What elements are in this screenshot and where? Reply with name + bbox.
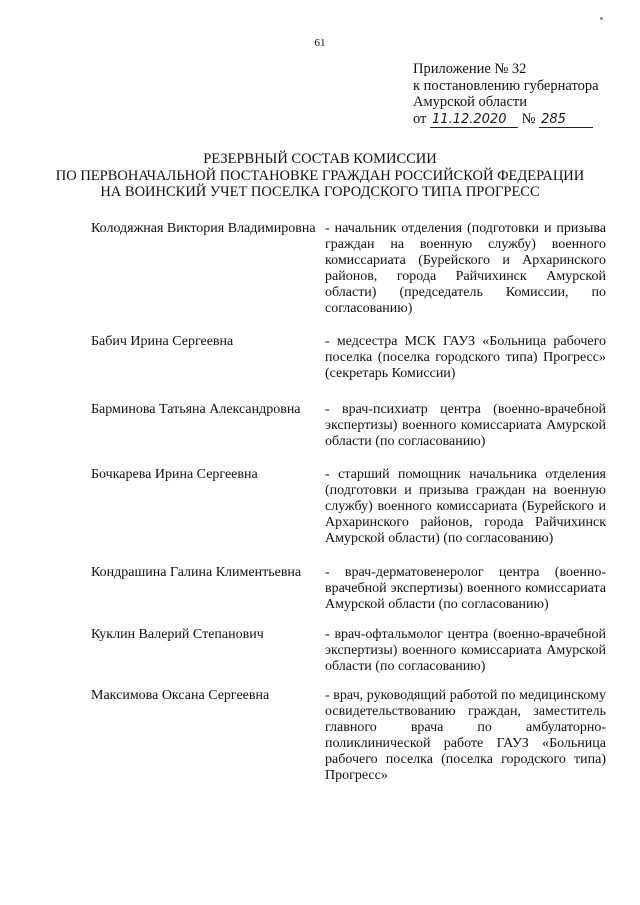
appendix-reference: к постановлению губернатора [413, 77, 599, 94]
scan-dot [600, 17, 603, 20]
member-name: Кондрашина Галина Климентьевна [91, 565, 302, 580]
handwritten-number: 285 [539, 113, 593, 128]
member-name: Бабич Ирина Сергеевна [91, 334, 234, 349]
member-role: - врач-психиатр центра (военно-врачебной экспертизы) военного комиссариата Амурской области (по согласованию) [325, 402, 606, 449]
member-name: Бочкарева Ирина Сергеевна [91, 467, 258, 482]
document-title [40, 151, 600, 201]
appendix-region: Амурской области [413, 94, 527, 110]
member-role: - медсестра МСК ГАУЗ «Больница рабочего поселка (поселка городского типа) Прогресс» (секретарь Комиссии) [325, 334, 606, 381]
member-name: Барминова Татьяна Александровна [91, 402, 301, 417]
member-name: Максимова Оксана Сергеевна [91, 688, 270, 703]
appendix-date-line [413, 111, 599, 128]
title-line-2: ПО ПЕРВОНАЧАЛЬНОЙ ПОСТАНОВКЕ ГРАЖДАН РОССИЙСКОЙ ФЕДЕРАЦИИ [55, 167, 585, 184]
number-prefix: № [521, 110, 536, 127]
member-role: - врач-дерматовенеролог центра (военно-врачебной экспертизы) военного комиссариата Амурской области (по согласованию) [325, 565, 606, 612]
member-role: - начальник отделения (подготовки и призыва граждан на военную службу) военного комиссариата (Бурейского и Архаринского районов, города Райчихинск Амурской области) (председатель Комиссии, по согласованию) [325, 221, 606, 316]
member-name: Колодяжная Виктория Владимировна [91, 221, 316, 236]
title-line-3: НА ВОИНСКИЙ УЧЕТ ПОСЕЛКА ГОРОДСКОГО ТИПА ПРОГРЕСС [100, 184, 540, 200]
member-role: - старший помощник начальника отделения (подготовки и призыва граждан на военную службу) военного комиссариата (Бурейского и Архаринского районов, города Райчихинск Амурской области) (по согласованию) [325, 467, 606, 546]
title-line-1: РЕЗЕРВНЫЙ СОСТАВ КОМИССИИ [203, 151, 437, 167]
appendix-title: Приложение № 32 [413, 61, 527, 77]
member-role: - врач-офтальмолог центра (военно-врачебной экспертизы) военного комиссариата Амурской области (по согласованию) [325, 627, 606, 674]
appendix-block [413, 61, 599, 128]
member-name: Куклин Валерий Степанович [91, 627, 264, 642]
page-number: 61 [314, 37, 326, 49]
date-prefix: от [413, 110, 427, 127]
member-role: - врач, руководящий работой по медицинскому освидетельствованию граждан, заместитель главного врача по амбулаторно-поликлинической работе ГАУЗ «Больница рабочего поселка (поселка городского типа) Прогресс» [325, 688, 606, 783]
handwritten-date: 11.12.2020 [430, 113, 518, 128]
